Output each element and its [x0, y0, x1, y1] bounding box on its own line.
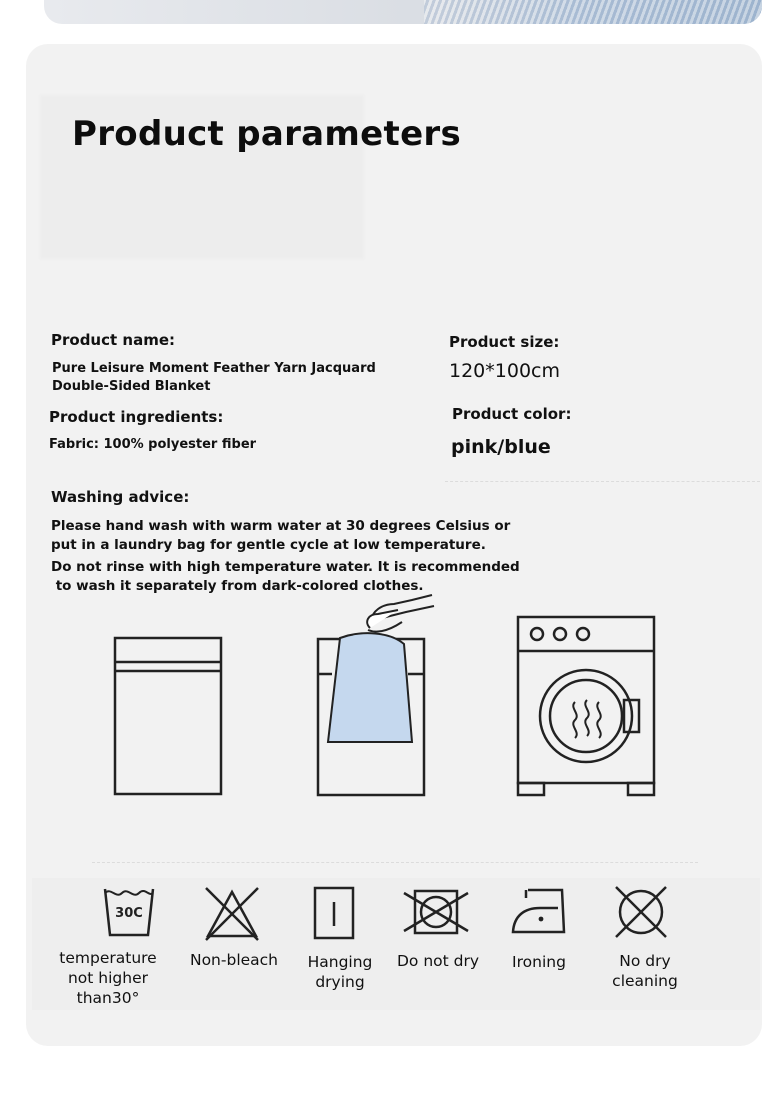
care-label-no-dry-cleaning: No dry cleaning	[612, 952, 678, 990]
product-photo-edge	[44, 0, 762, 24]
product-size-label: Product size:	[449, 333, 560, 351]
no-dry-clean-icon	[613, 884, 669, 940]
washing-advice-label: Washing advice:	[51, 488, 190, 506]
section-divider	[445, 481, 760, 482]
product-ingredients-value: Fabric: 100% polyester fiber	[49, 437, 257, 452]
product-color-label: Product color:	[452, 405, 572, 423]
product-name-label: Product name:	[51, 331, 175, 349]
product-color-value: pink/blue	[451, 436, 551, 458]
wash-temp-text: 30C	[115, 906, 143, 921]
product-name-line2: Double-Sided Blanket	[52, 379, 211, 394]
page-title: Product parameters	[72, 114, 462, 154]
washing-advice-line1: Please hand wash with warm water at 30 degrees Celsius or	[51, 518, 511, 534]
care-label-ironing: Ironing	[512, 953, 566, 971]
washing-advice-line2: put in a laundry bag for gentle cycle at low temperature.	[51, 537, 486, 553]
product-name-line1: Pure Leisure Moment Feather Yarn Jacquard	[52, 361, 376, 376]
product-ingredients-label: Product ingredients:	[49, 408, 224, 426]
hand-wash-blanket-icon	[312, 592, 438, 798]
laundry-bag-icon	[112, 635, 224, 797]
washing-machine-icon	[515, 614, 657, 798]
hang-dry-icon	[313, 886, 355, 940]
no-tumble-dry-icon	[402, 887, 470, 937]
wash-30-icon	[102, 885, 156, 939]
no-bleach-icon	[204, 886, 260, 942]
care-label-temperature: temperature not higher than30°	[59, 949, 157, 1007]
care-divider	[92, 862, 698, 863]
care-label-do-not-dry: Do not dry	[396, 952, 480, 970]
care-label-hanging-drying: Hanging drying	[307, 953, 373, 991]
iron-icon	[510, 886, 568, 936]
product-size-value: 120*100cm	[449, 360, 560, 382]
washing-advice-line4: to wash it separately from dark-colored clothes.	[51, 578, 424, 594]
care-label-non-bleach: Non-bleach	[189, 951, 279, 969]
washing-advice-line3: Do not rinse with high temperature water. It is recommended	[51, 559, 520, 575]
